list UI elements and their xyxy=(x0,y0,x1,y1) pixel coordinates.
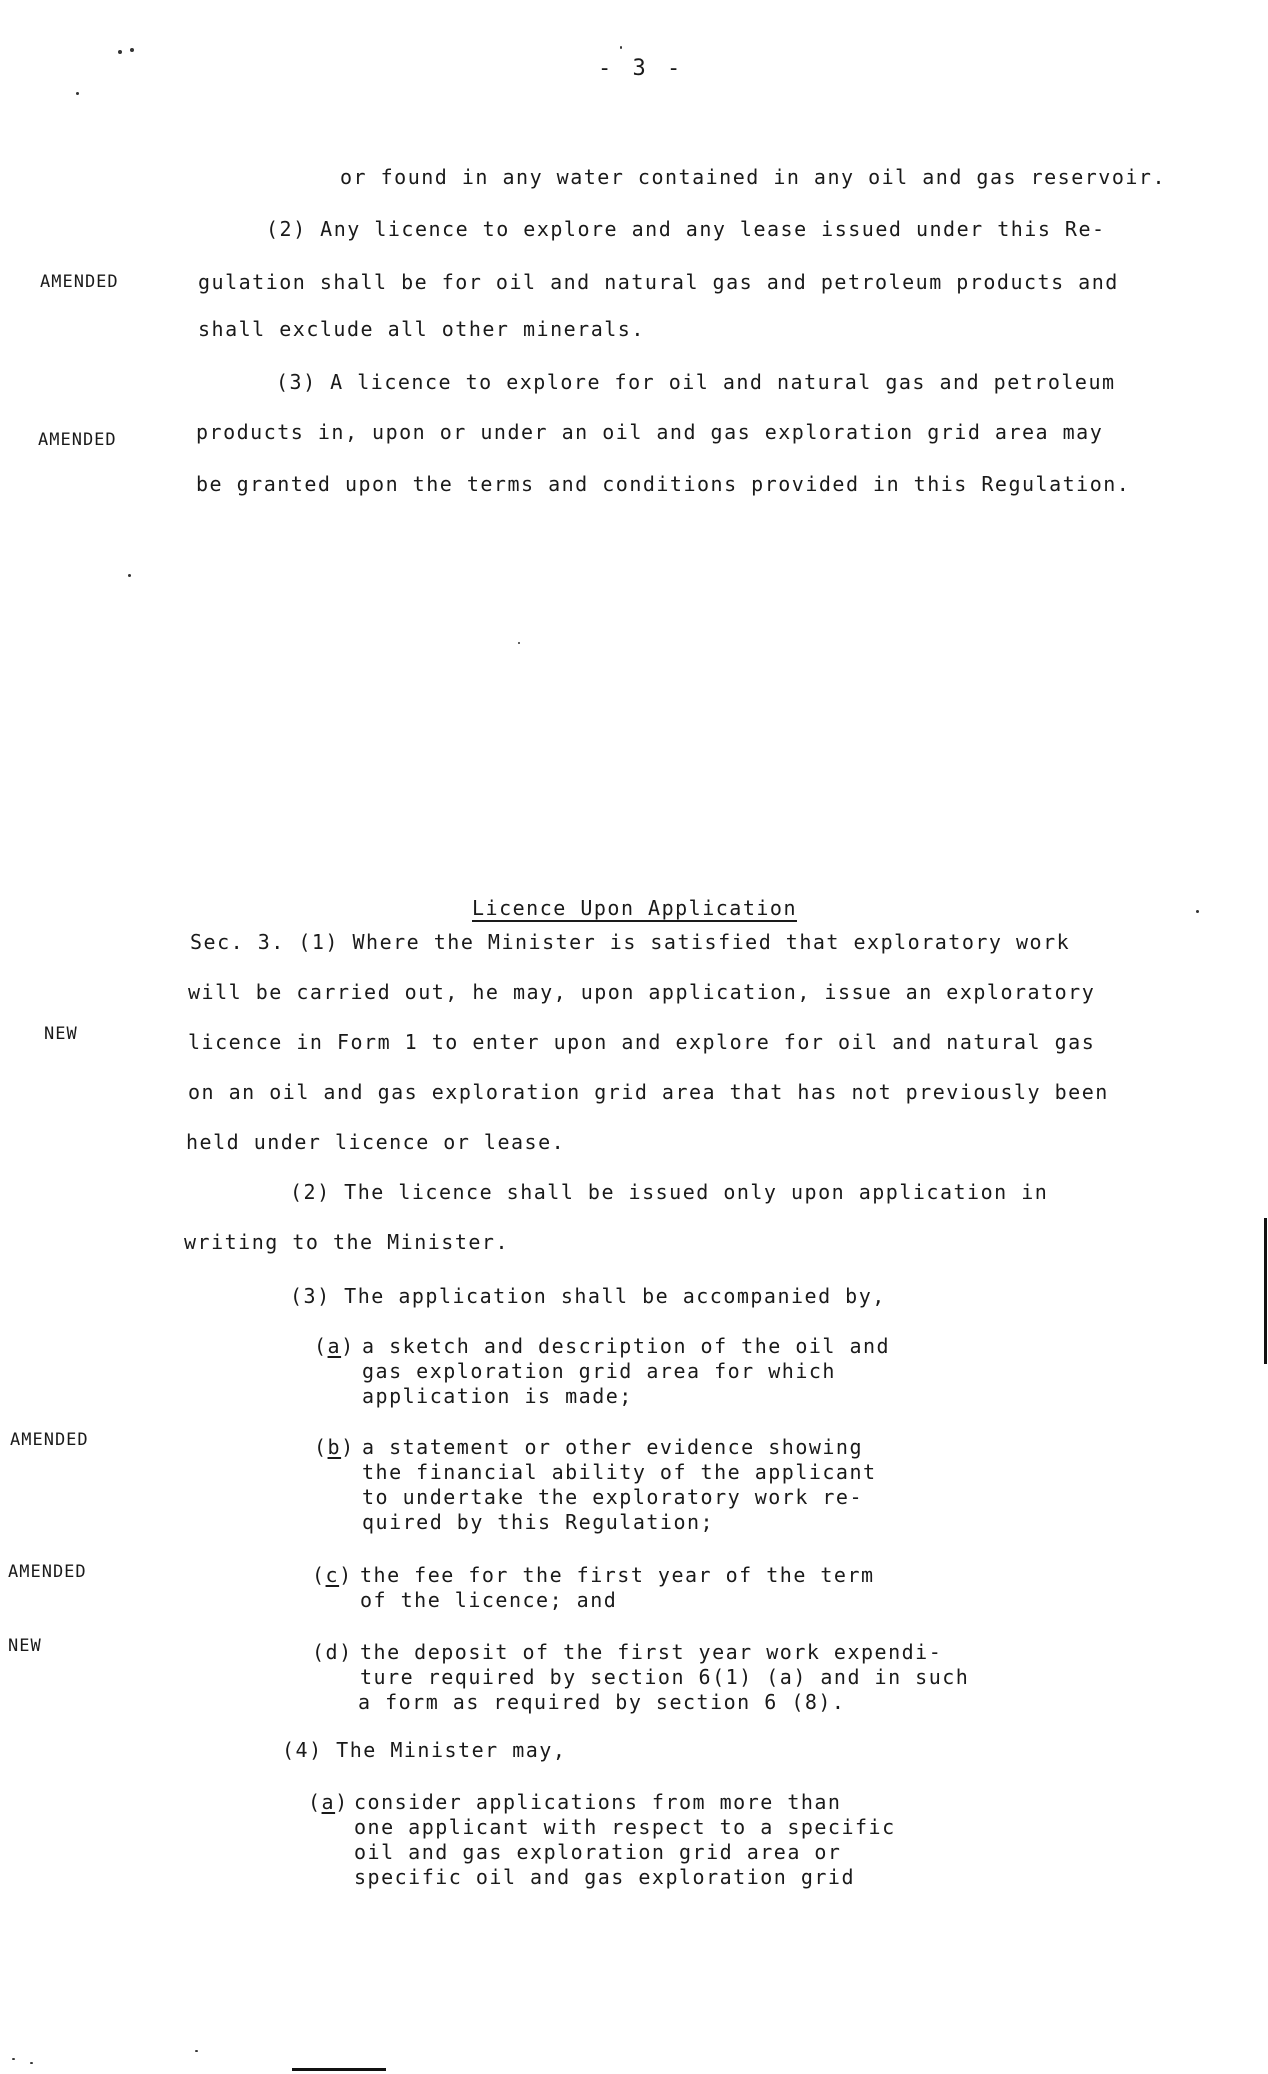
section-heading: Licence Upon Application xyxy=(472,896,797,920)
sec3-3-d-line-3: a form as required by section 6 (8). xyxy=(358,1690,846,1714)
sec3-4-a-line-4: specific oil and gas exploration grid xyxy=(354,1865,856,1889)
sec3-3-d-label: (d) xyxy=(312,1640,353,1664)
sec3-3-a-label: (a) xyxy=(314,1334,355,1358)
sec3-4-a-label: (a) xyxy=(308,1790,349,1814)
sec3-3-c-line-2: of the licence; and xyxy=(360,1588,618,1612)
margin-note-amended-1: AMENDED xyxy=(40,272,119,292)
sec3-3-b-letter: b xyxy=(327,1435,342,1459)
scan-speck xyxy=(12,2058,15,2060)
scan-speck xyxy=(130,48,134,52)
subsection-2-line-1: (2) Any licence to explore and any lease issued under this Re- xyxy=(266,217,1106,241)
subsection-3-line-1: (3) A licence to explore for oil and natural gas and petroleum xyxy=(276,370,1116,394)
margin-note-amended-3: AMENDED xyxy=(10,1430,89,1450)
scan-speck xyxy=(195,2050,198,2052)
sec3-3-b-label: (b) xyxy=(314,1435,355,1459)
sec3-3-c-label: (c) xyxy=(312,1563,353,1587)
margin-note-amended-2: AMENDED xyxy=(38,430,117,450)
sec3-4-a-letter: a xyxy=(321,1790,336,1814)
sec3-4-intro: (4) The Minister may, xyxy=(282,1738,567,1762)
scan-speck xyxy=(76,92,79,95)
subsection-2-line-3: shall exclude all other minerals. xyxy=(198,317,645,341)
section-2-continuation-line: or found in any water contained in any oil and gas reservoir. xyxy=(340,165,1167,189)
sec3-3-a-line-1: a sketch and description of the oil and xyxy=(362,1334,891,1358)
sec3-4-a-line-2: one applicant with respect to a specific xyxy=(354,1815,896,1839)
sec3-1-line-4: on an oil and gas exploration grid area that has not previously been xyxy=(188,1080,1109,1104)
sec3-3-a-letter: a xyxy=(327,1334,342,1358)
sec3-3-a-line-3: application is made; xyxy=(362,1384,633,1408)
scan-speck xyxy=(118,50,122,54)
sec3-4-a-line-1: consider applications from more than xyxy=(354,1790,842,1814)
margin-note-new-2: NEW xyxy=(8,1636,42,1656)
sec3-3-b-line-4: quired by this Regulation; xyxy=(362,1510,715,1534)
sec3-3-b-line-3: to undertake the exploratory work re- xyxy=(362,1485,864,1509)
scan-bottom-mark xyxy=(292,2068,386,2071)
sec3-2-line-1: (2) The licence shall be issued only upon application in xyxy=(290,1180,1049,1204)
sec3-1-line-5: held under licence or lease. xyxy=(186,1130,566,1154)
sec3-3-d-line-1: the deposit of the first year work expendi- xyxy=(360,1640,943,1664)
scan-speck xyxy=(518,642,520,644)
scan-speck xyxy=(620,46,622,49)
margin-note-amended-4: AMENDED xyxy=(8,1562,87,1582)
sec3-3-b-line-1: a statement or other evidence showing xyxy=(362,1435,864,1459)
sec3-1-line-1: Sec. 3. (1) Where the Minister is satisfied that exploratory work xyxy=(190,930,1071,954)
subsection-2-line-2: gulation shall be for oil and natural gas and petroleum products and xyxy=(198,270,1119,294)
sec3-3-intro: (3) The application shall be accompanied by, xyxy=(290,1284,886,1308)
margin-note-new-1: NEW xyxy=(44,1024,78,1044)
page-number: - 3 - xyxy=(598,56,685,81)
sec3-3-a-line-2: gas exploration grid area for which xyxy=(362,1359,836,1383)
scan-edge-mark xyxy=(1264,1218,1267,1364)
scan-speck xyxy=(128,574,131,577)
sec3-4-a-line-3: oil and gas exploration grid area or xyxy=(354,1840,842,1864)
sec3-3-d-line-2: ture required by section 6(1) (a) and in such xyxy=(360,1665,970,1689)
sec3-2-line-2: writing to the Minister. xyxy=(184,1230,509,1254)
sec3-3-c-letter: c xyxy=(325,1563,340,1587)
sec3-1-line-2: will be carried out, he may, upon application, issue an exploratory xyxy=(188,980,1096,1004)
subsection-3-line-3: be granted upon the terms and conditions provided in this Regulation. xyxy=(196,472,1131,496)
sec3-3-b-line-2: the financial ability of the applicant xyxy=(362,1460,877,1484)
sec3-1-line-3: licence in Form 1 to enter upon and explore for oil and natural gas xyxy=(188,1030,1096,1054)
sec3-3-c-line-1: the fee for the first year of the term xyxy=(360,1563,875,1587)
scan-speck xyxy=(30,2062,33,2064)
subsection-3-line-2: products in, upon or under an oil and gas exploration grid area may xyxy=(196,420,1104,444)
scan-speck xyxy=(1196,910,1199,913)
